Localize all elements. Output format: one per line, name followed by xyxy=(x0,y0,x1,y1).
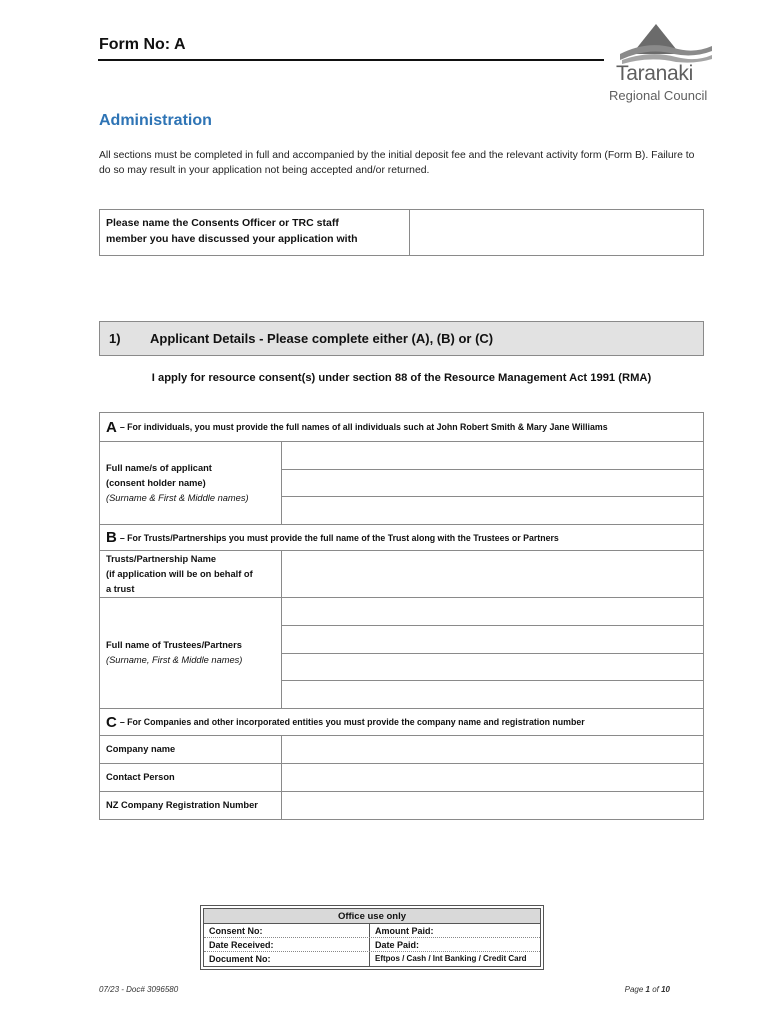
consents-officer-label-line-2: member you have discussed your application with xyxy=(106,233,358,245)
trustees-hint: (Surname, First & Middle names) xyxy=(106,655,243,665)
office-row-2 xyxy=(204,938,540,952)
section-number: 1) xyxy=(109,331,121,346)
contact-person-row xyxy=(100,764,703,792)
section-title: Applicant Details - Please complete either (A), (B) or (C) xyxy=(150,331,494,346)
part-a-row xyxy=(100,442,703,525)
part-a-table xyxy=(99,412,704,525)
page-prefix: Page xyxy=(624,985,646,994)
trustees-input-2[interactable] xyxy=(282,626,703,654)
company-name-row xyxy=(100,736,703,764)
consent-no-label: Consent No: xyxy=(204,924,370,937)
company-name-input[interactable] xyxy=(282,736,703,763)
consents-officer-box xyxy=(99,209,704,256)
trust-name-label xyxy=(100,551,282,597)
trustees-label-line-1: Full name of Trustees/Partners xyxy=(106,640,242,650)
consents-officer-label-line-1: Please name the Consents Officer or TRC staff xyxy=(106,217,339,229)
footer-doc-ref: 07/23 - Doc# 3096580 xyxy=(99,985,179,994)
trustees-label xyxy=(100,598,282,708)
section-heading-administration: Administration xyxy=(99,112,212,129)
applicant-name-input-2[interactable] xyxy=(282,470,703,498)
trustees-input-3[interactable] xyxy=(282,654,703,682)
footer-page-number xyxy=(625,985,670,994)
part-a-letter: A xyxy=(106,418,117,436)
registration-input[interactable] xyxy=(282,792,703,819)
payment-methods: Eftpos / Cash / Int Banking / Credit Card xyxy=(375,954,527,963)
part-c-header xyxy=(100,709,703,736)
applicant-name-label xyxy=(100,442,282,524)
part-a-header xyxy=(100,413,703,442)
applicant-name-label-line-1: Full name/s of applicant xyxy=(106,462,212,473)
part-b-header xyxy=(100,525,703,551)
applicant-name-input-3[interactable] xyxy=(282,497,703,524)
registration-row xyxy=(100,792,703,820)
applicant-name-hint: (Surname & First & Middle names) xyxy=(106,492,249,503)
trustees-input-1[interactable] xyxy=(282,598,703,626)
trust-name-input[interactable] xyxy=(282,551,703,597)
applicant-name-fields xyxy=(282,442,703,524)
consents-officer-label xyxy=(100,210,410,255)
page-total: 10 xyxy=(661,985,670,994)
trustees-fields xyxy=(282,598,703,708)
amount-paid-label: Amount Paid: xyxy=(375,926,434,936)
applicant-name-input-1[interactable] xyxy=(282,442,703,470)
part-c-text: – For Companies and other incorporated entities you must provide the company name and registration number xyxy=(119,717,585,727)
council-logo xyxy=(606,20,726,106)
office-use-inner xyxy=(203,908,541,967)
company-name-label: Company name xyxy=(100,736,282,763)
page-of: of xyxy=(649,985,662,994)
part-a-text: – For individuals, you must provide the full names of all individuals such at John Robert Smith & Mary Jane Williams xyxy=(119,422,608,432)
contact-person-input[interactable] xyxy=(282,764,703,791)
part-b-text: – For Trusts/Partnerships you must provide the full name of the Trust along with the Trustees or Partners xyxy=(119,532,559,543)
section-1-header xyxy=(99,321,704,356)
mountain-wave-logo-icon xyxy=(618,20,714,64)
office-use-title: Office use only xyxy=(204,909,540,924)
contact-person-label: Contact Person xyxy=(100,764,282,791)
trustees-input-4[interactable] xyxy=(282,681,703,708)
apply-statement: I apply for resource consent(s) under section 88 of the Resource Management Act 1991 (RMA) xyxy=(151,372,652,384)
header-rule xyxy=(98,59,604,61)
trust-name-label-line-1: Trusts/Partnership Name xyxy=(106,553,217,564)
trust-name-row xyxy=(100,551,703,598)
office-use-box xyxy=(200,905,544,970)
applicant-name-label-line-2: (consent holder name) xyxy=(106,477,206,488)
part-c-table xyxy=(99,708,704,820)
intro-paragraph: All sections must be completed in full and accompanied by the initial deposit fee and the relevant activity form (Form B). Failure to do so may result in your application not being accepted and/or returned. xyxy=(99,150,695,176)
office-row-1 xyxy=(204,924,540,938)
form-number: Form No: A xyxy=(99,36,186,53)
office-row-3 xyxy=(204,952,540,966)
part-b-table xyxy=(99,524,704,709)
part-b-letter: B xyxy=(106,529,117,546)
page-current: 1 xyxy=(645,985,650,994)
trustees-row xyxy=(100,598,703,709)
consents-officer-field[interactable] xyxy=(410,210,703,255)
trust-name-label-line-3: a trust xyxy=(106,583,135,594)
part-c-letter: C xyxy=(106,713,117,731)
date-paid-label: Date Paid: xyxy=(375,940,420,950)
logo-name: Taranaki xyxy=(616,62,693,85)
trust-name-label-line-2: (if application will be on behalf of xyxy=(106,568,253,579)
logo-subtitle: Regional Council xyxy=(609,88,708,103)
date-received-label: Date Received: xyxy=(204,938,370,951)
document-no-label: Document No: xyxy=(204,952,370,966)
registration-label: NZ Company Registration Number xyxy=(100,792,282,819)
